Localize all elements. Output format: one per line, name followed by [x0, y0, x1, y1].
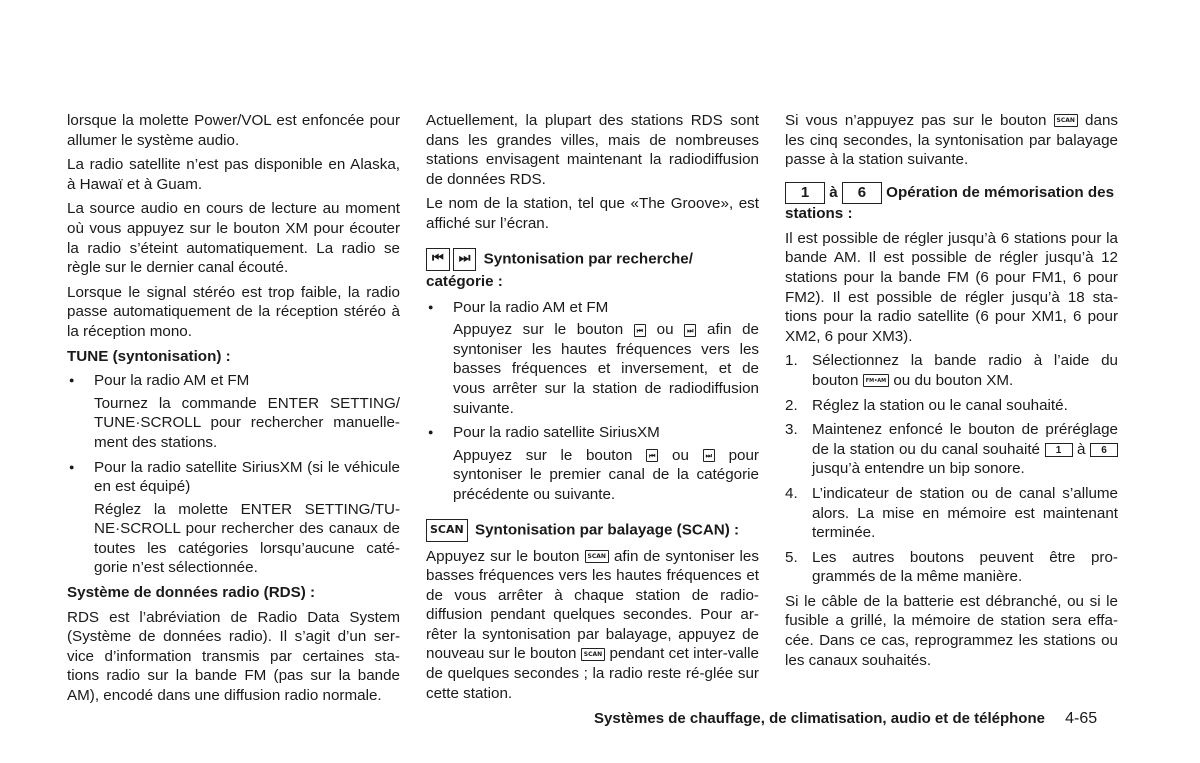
- text: Sélectionnez la bande radio à l’aide du bouton: [812, 352, 1118, 389]
- text: Maintenez enfoncé le bouton de préréglage de la station ou du canal souhaité: [812, 421, 1118, 458]
- text: pendant cet inter-valle de quelques secondes ; la radio reste ré-glée sur cette station.: [426, 645, 759, 702]
- list-item: [785, 351, 1118, 390]
- memory-heading-block: [785, 182, 1118, 224]
- text: ou: [656, 321, 674, 339]
- text: Les autres boutons peuvent être pro-grammés de la même manière.: [812, 548, 1118, 586]
- next-icon: ⏭: [703, 449, 715, 462]
- tune-list-2: [67, 458, 400, 497]
- preset-1-icon: 1: [1045, 443, 1073, 457]
- scan-icon: SCAN: [585, 550, 609, 563]
- seek-am-fm-text: [426, 320, 759, 418]
- rds-heading: Système de données radio (RDS) :: [67, 584, 316, 602]
- paragraph: Lorsque le signal stéréo est trop faible, la radio passe automatiquement de la réception stéréo à la réception mono.: [67, 283, 400, 340]
- tune-sirius-text: Réglez la molette ENTER SETTING/TU-NE·SCROLL pour rechercher des canaux de toutes les catégories lorsqu’aucune caté-gorie n’est sélectionnée.: [94, 500, 400, 577]
- scan-text: [426, 547, 759, 704]
- text: à: [1077, 440, 1086, 458]
- text: à: [829, 183, 838, 201]
- tune-am-fm-text: Tournez la commande ENTER SETTING/ TUNE·SCROLL pour rechercher manuelle-ment des stations.: [94, 394, 400, 451]
- column-2: [426, 111, 759, 708]
- paragraph: [785, 111, 1118, 170]
- list-item: [785, 548, 1118, 587]
- paragraph: Si le câble de la batterie est débranché, ou si le fusible a grillé, la mémoire de station sera effa-cée. Dans ce cas, reprogrammez les stations ou les canaux souhaités.: [785, 592, 1118, 669]
- preset-6-icon: 6: [842, 182, 882, 204]
- step-number: 1.: [785, 352, 798, 370]
- paragraph: La radio satellite n’est pas disponible en Alaska, à Hawaï et à Guam.: [67, 156, 400, 193]
- tune-list: [67, 371, 400, 391]
- text: Appuyez sur le bouton: [453, 321, 624, 339]
- prev-icon: ⏮: [634, 324, 646, 337]
- prev-icon: ⏮: [646, 449, 658, 462]
- column-3: [785, 111, 1118, 675]
- text: Appuyez sur le bouton: [453, 446, 633, 464]
- list-item: ● Pour la radio satellite SiriusXM: [426, 423, 759, 443]
- scan-heading-block: [426, 519, 759, 542]
- column-1: [67, 111, 400, 711]
- step-number: 2.: [785, 396, 798, 414]
- step-number: 4.: [785, 484, 798, 502]
- text: ou du bouton XM.: [893, 371, 1014, 389]
- paragraph: lorsque la molette Power/VOL est enfoncée pour allumer le système audio.: [67, 112, 400, 149]
- text: Si vous n’appuyez pas sur le bouton: [785, 112, 1047, 129]
- footer-title: Systèmes de chauffage, de climatisation, audio et de téléphone: [594, 710, 1045, 727]
- seek-heading: Syntonisation par recherche/ catégorie :: [426, 250, 693, 290]
- preset-1-icon: 1: [785, 182, 825, 204]
- list-item: [785, 396, 1118, 416]
- scan-icon: SCAN: [581, 648, 605, 661]
- text: afin de syntoniser les basses fréquences vers les hautes fréquences et de vous arrêter à chaque station de radio-diffusion pendant quelques secondes. Pour ar-rêter la syntonisation par balayage, appuyez de nouveau sur le bouton: [426, 547, 759, 663]
- memory-steps: [785, 351, 1118, 587]
- text: pour syntoniser le premier canal de la catégorie précédente ou suivante.: [453, 446, 759, 503]
- step-number: 5.: [785, 548, 798, 566]
- list-item: [785, 484, 1118, 543]
- text: ou: [672, 446, 689, 464]
- seek-list: [426, 298, 759, 318]
- memory-heading: Opération de mémorisation des stations :: [785, 183, 1115, 222]
- step-number: 3.: [785, 421, 798, 439]
- text: dans les cinq secondes, la syntonisation par balayage passe à la station suivante.: [785, 112, 1118, 169]
- seek-prev-icon: ⏮: [426, 248, 450, 271]
- preset-6-icon: 6: [1090, 443, 1118, 457]
- paragraph: Le nom de la station, tel que «The Groove», est affiché sur l’écran.: [426, 195, 759, 232]
- scan-icon: SCAN: [426, 519, 468, 542]
- text: jusqu’à entendre un bip sonore.: [812, 460, 1025, 478]
- paragraph: La source audio en cours de lecture au moment où vous appuyez sur le bouton XM pour écouter la radio s’éteint automatiquement. La radio se règle sur le dernier canal écouté.: [67, 200, 400, 277]
- paragraph: Actuellement, la plupart des stations RDS sont dans les grandes villes, mais de nombreuses stations envisagent maintenant la radiodiffusion de données RDS.: [426, 112, 759, 188]
- list-item: ● Pour la radio AM et FM: [67, 371, 400, 391]
- seek-next-icon: ⏭: [453, 248, 477, 271]
- fm-am-icon: FM•AM: [863, 374, 889, 387]
- rds-text: RDS est l’abréviation de Radio Data System (Système de données radio). Il s’agit d’un ser-vice d’information transmis par certaines sta-tions radio sur la bande FM (pas sur la bande AM), encodé dans une diffusion radio normale.: [67, 608, 400, 705]
- tune-heading: TUNE (syntonisation) :: [67, 347, 231, 365]
- scan-heading: Syntonisation par balayage (SCAN) :: [474, 521, 740, 539]
- memory-text: Il est possible de régler jusqu’à 6 stations pour la bande AM. Il est possible de régler jusqu’à 12 stations pour la bande FM (6 pour FM1, 6 pour FM2). Il est possible de régler jusqu’à 18 sta-tions pour la radio satellite (6 pour XM1, 6 pour XM2, 6 pour XM3).: [785, 229, 1118, 345]
- scan-icon: SCAN: [1054, 114, 1078, 127]
- list-item: ● Pour la radio satellite SiriusXM (si le véhicule en est équipé): [67, 458, 400, 497]
- page-number: 4-65: [1065, 710, 1098, 727]
- seek-list-2: [426, 423, 759, 443]
- list-item: [785, 420, 1118, 479]
- page-footer: [594, 710, 1097, 728]
- text: Réglez la station ou le canal souhaité.: [812, 396, 1068, 414]
- text: Appuyez sur le bouton: [426, 547, 580, 565]
- list-item: ● Pour la radio AM et FM: [426, 298, 759, 318]
- seek-heading-block: [426, 248, 759, 293]
- text: afin de syntoniser les hautes fréquences vers les basses fréquences et inversement, et de vous arrêter sur la station de radiodiffusion suivante.: [453, 321, 759, 417]
- text: L’indicateur de station ou de canal s’allume alors. La mise en mémoire est maintenant terminée.: [812, 484, 1118, 542]
- seek-sirius-text: [426, 446, 759, 505]
- next-icon: ⏭: [684, 324, 696, 337]
